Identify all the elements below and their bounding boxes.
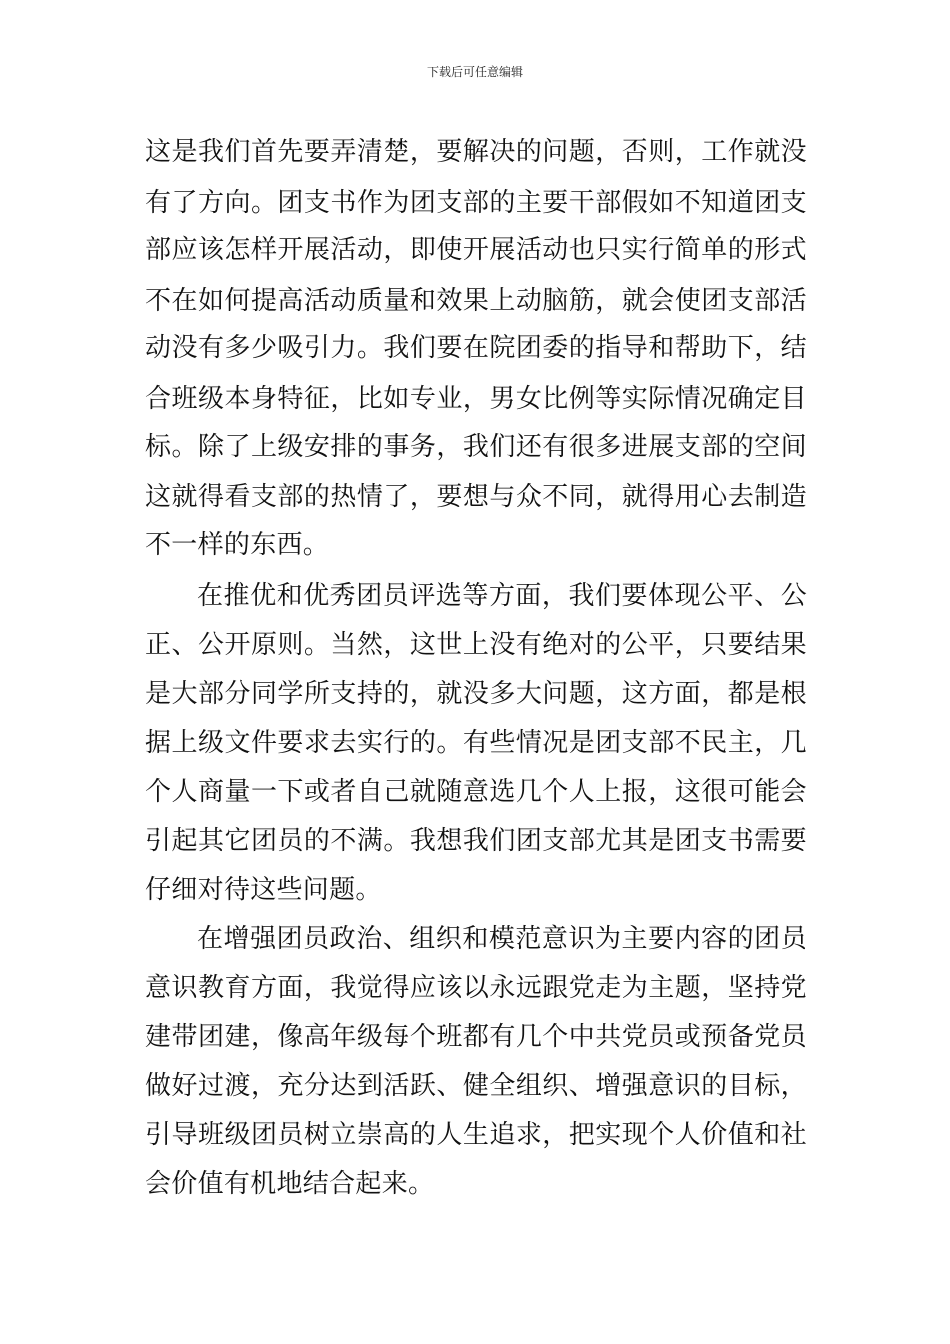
paragraph-2-line-4: 据上级文件要求去实行的。有些情况是团支部不民主，几 [145,728,807,758]
paragraph-1-line-5: 动没有多少吸引力。我们要在院团委的指导和帮助下，结 [145,333,807,363]
paragraph-2-line-2: 正、公开原则。当然，这世上没有绝对的公平，只要结果 [145,630,807,660]
paragraph-1-line-4: 不在如何提高活动质量和效果上动脑筋，就会使团支部活 [145,286,807,316]
paragraph-2-line-3: 是大部分同学所支持的，就没多大问题，这方面，都是根 [145,679,807,709]
paragraph-3-line-1: 在增强团员政治、组织和模范意识为主要内容的团员 [197,924,807,954]
paragraph-1-line-9: 不一样的东西。 [145,530,330,560]
paragraph-1-line-2: 有了方向。团支书作为团支部的主要干部假如不知道团支 [145,188,807,218]
paragraph-3-line-3: 建带团建，像高年级每个班都有几个中共党员或预备党员 [145,1022,807,1052]
paragraph-1-line-8: 这就得看支部的热情了，要想与众不同，就得用心去制造 [145,482,807,512]
paragraph-3-line-2: 意识教育方面，我觉得应该以永远跟党走为主题，坚持党 [145,973,807,1003]
paragraph-1-line-1: 这是我们首先要弄清楚，要解决的问题，否则，工作就没 [145,137,807,167]
paragraph-2-line-6: 引起其它团员的不满。我想我们团支部尤其是团支书需要 [145,826,807,856]
paragraph-3-line-6: 会价值有机地结合起来。 [145,1169,435,1199]
paragraph-1-line-7: 标。除了上级安排的事务，我们还有很多进展支部的空间 [145,432,807,462]
paragraph-1-line-3: 部应该怎样开展活动，即使开展活动也只实行简单的形式 [145,235,807,265]
paragraph-2-line-7: 仔细对待这些问题。 [145,875,382,905]
paragraph-3-line-4: 做好过渡，充分达到活跃、健全组织、增强意识的目标， [145,1071,807,1101]
page-header: 下载后可任意编辑 [426,65,523,79]
paragraph-2-line-1: 在推优和优秀团员评选等方面，我们要体现公平、公 [197,581,807,611]
paragraph-2-line-5: 个人商量一下或者自己就随意选几个人上报，这很可能会 [145,777,807,807]
paragraph-1-line-6: 合班级本身特征，比如专业，男女比例等实际情况确定目 [145,384,807,414]
paragraph-3-line-5: 引导班级团员树立崇高的人生追求，把实现个人价值和社 [145,1120,807,1150]
